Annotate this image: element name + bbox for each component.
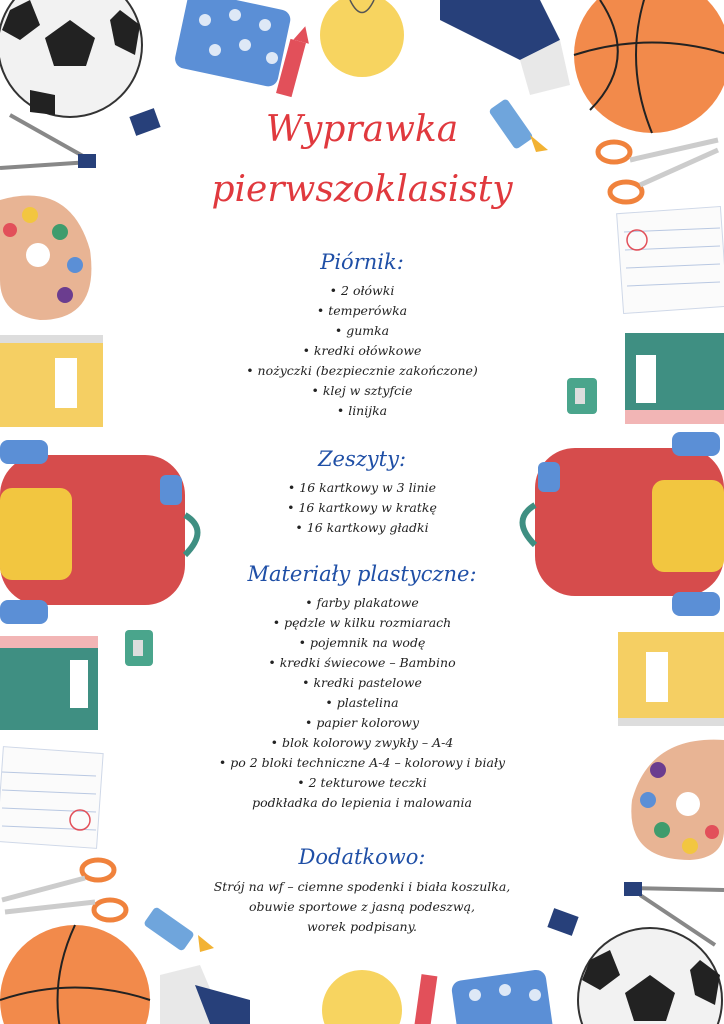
notebook-icon [0,335,103,427]
pencil-case-icon [451,969,555,1024]
sneaker-icon [160,965,250,1024]
sneaker-icon [440,0,570,95]
list-item: podkładka do lepienia i malowania [252,795,472,810]
binder-clip-icon [547,908,578,936]
list-item: • farby plakatowe [305,595,419,610]
scissors-icon [598,140,718,202]
list-item: • plastelina [325,695,399,710]
list-item: • nożyczki (bezpiecznie zakończone) [246,363,478,378]
page-title: Wyprawka [265,109,459,150]
list-item: • 16 kartkowy w 3 linie [287,480,437,495]
list-zeszyty [180,478,544,538]
list-item: • pojemnik na wodę [298,635,426,650]
paper-sheet-icon [617,206,724,313]
notebook-icon [0,636,98,730]
compass-icon [0,115,96,168]
list-item: • blok kolorowy zwykły – A-4 [270,735,454,750]
list-item: • kredki ołówkowe [302,343,422,358]
sharpener-icon [125,630,153,666]
soccer-ball-icon [578,928,722,1024]
list-item: • gumka [334,323,390,338]
list-piornik [180,281,544,421]
backpack-icon [523,432,724,616]
paint-palette-icon [0,196,91,320]
extra-notes [180,877,544,937]
paper-sheet-icon [0,747,103,849]
binder-clip-icon [129,108,160,136]
light-bulb-icon [320,0,404,77]
list-item: • kredki świecowe – Bambino [268,655,456,670]
soccer-ball-icon [0,0,142,117]
list-item: • 16 kartkowy gładki [295,520,429,535]
paint-palette-icon [631,740,724,860]
list-item: • 16 kartkowy w kratkę [287,500,437,515]
basketball-icon [574,0,724,133]
section-heading-piornik: Piórnik: [320,250,404,274]
sharpener-icon [567,378,597,414]
list-item: • kredki pastelowe [302,675,422,690]
note-line: worek podpisany. [307,919,417,934]
list-item: • papier kolorowy [304,715,420,730]
light-bulb-icon [322,970,402,1024]
section-heading-dodatkowo: Dodatkowo: [298,845,426,869]
list-item: • klej w sztyfcie [311,383,413,398]
list-item: • temperówka [316,303,408,318]
crayon-icon [414,974,438,1024]
notebook-icon [625,333,724,424]
pencil-case-icon [173,0,292,88]
basketball-icon [0,925,150,1024]
list-materialy [180,593,544,813]
note-line: obuwie sportowe z jasną podeszwą, [248,899,475,914]
backpack-icon [0,440,198,624]
list-item: • 2 tekturowe teczki [297,775,427,790]
scissors-icon [2,860,126,920]
list-item: • po 2 bloki techniczne A-4 – kolorowy i biały [218,755,506,770]
list-item: • 2 ołówki [329,283,395,298]
notebook-icon [618,632,724,726]
list-item: • pędzle w kilku rozmiarach [272,615,452,630]
list-item: • linijka [336,403,388,418]
section-heading-materialy: Materiały plastyczne: [247,562,477,586]
note-line: Strój na wf – ciemne spodenki i biała koszulka, [213,879,511,894]
page-subtitle: pierwszoklasisty [211,169,513,210]
section-heading-zeszyty: Zeszyty: [317,447,407,471]
